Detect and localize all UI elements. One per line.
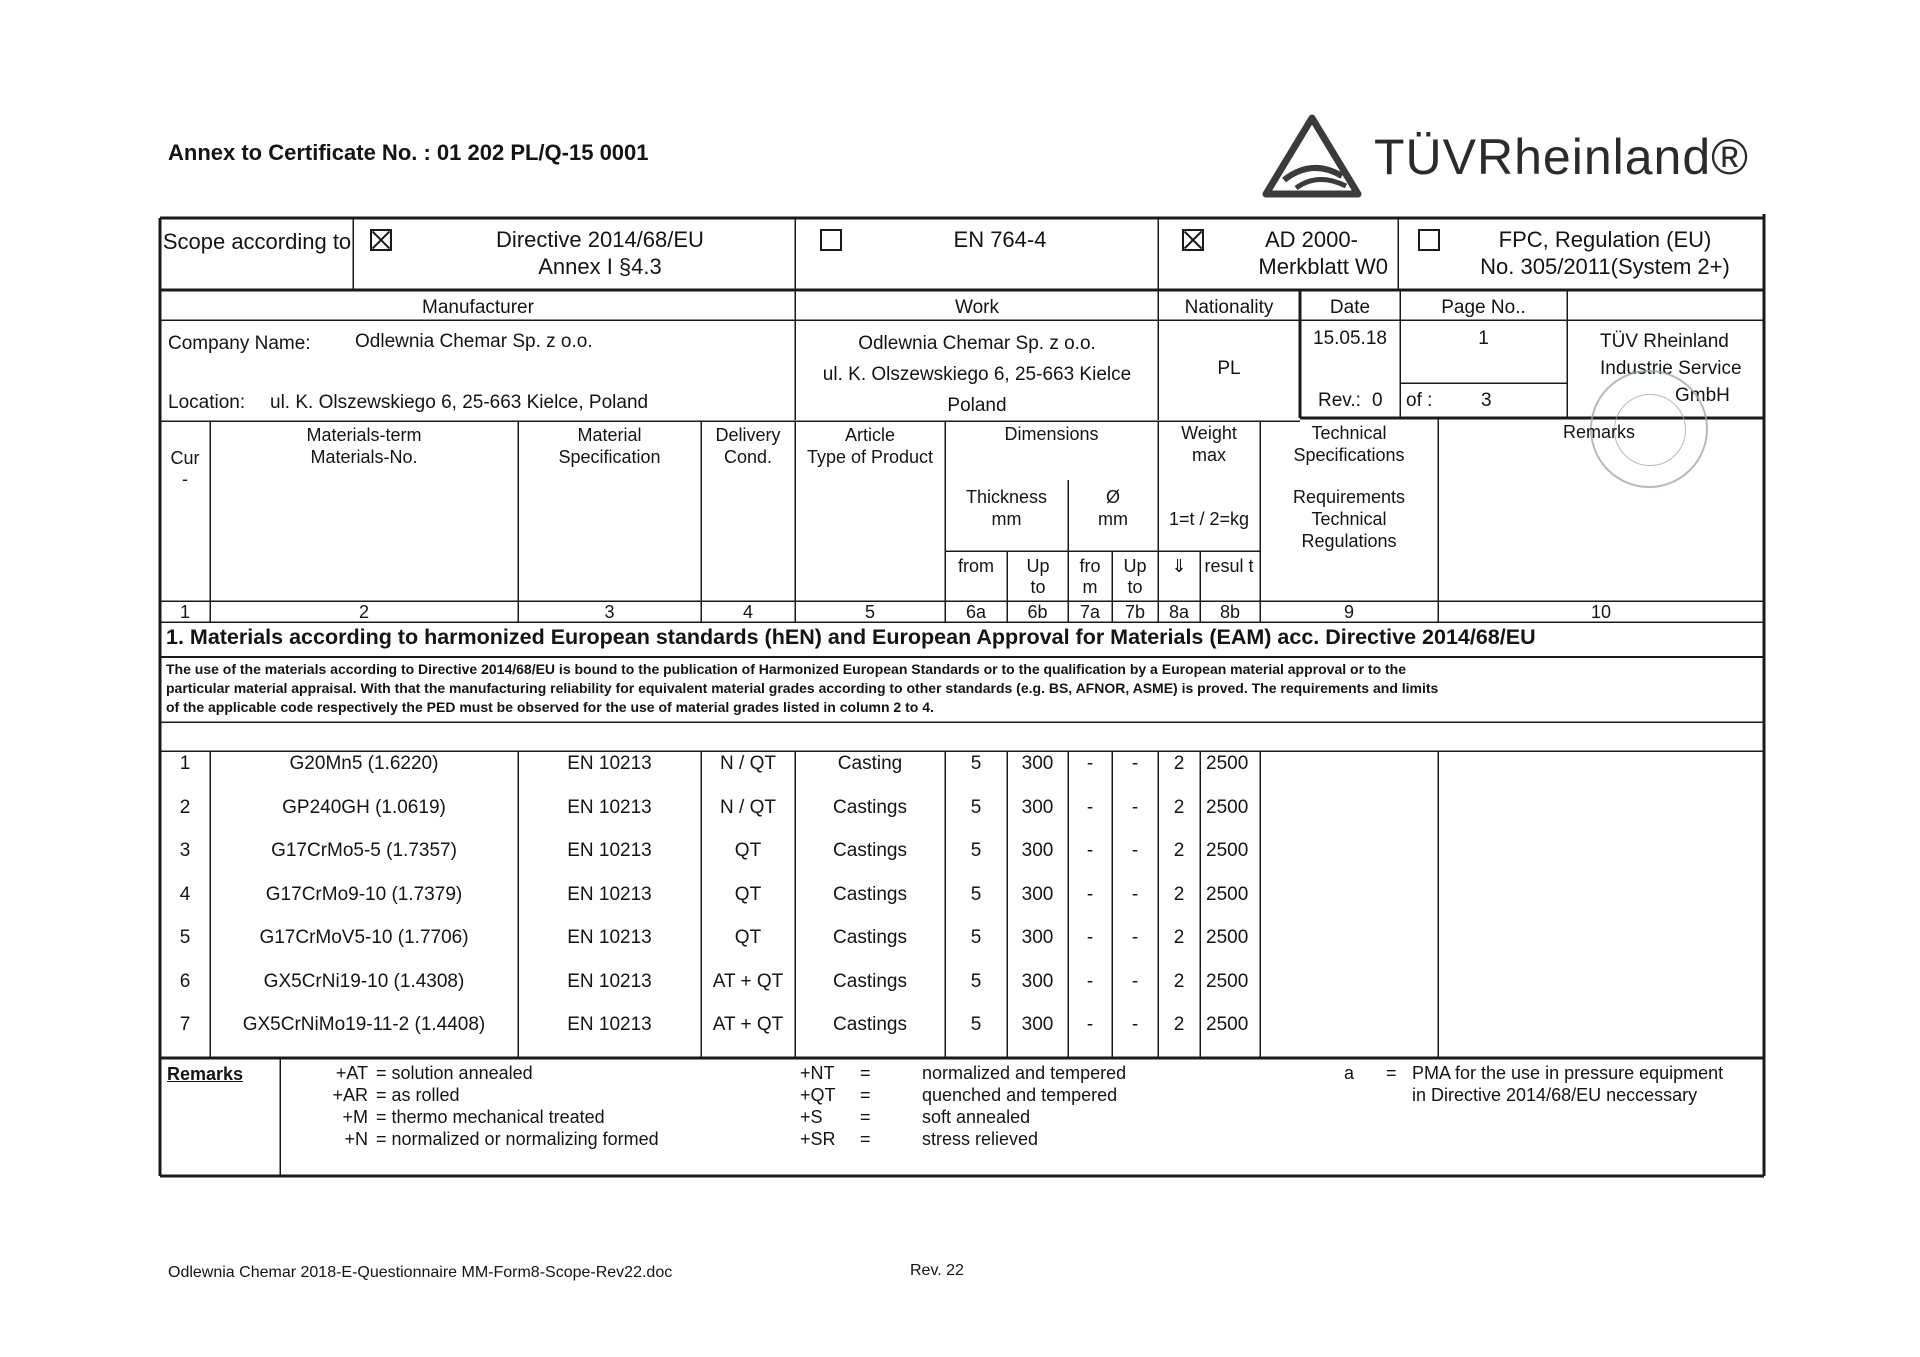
cell-d-from: - [1086, 927, 1094, 948]
remarks-label: Remarks [167, 1064, 244, 1084]
cell-t-from: 5 [970, 840, 982, 861]
colnum-8b: 8b [1219, 602, 1241, 622]
cell-unit: 2 [1173, 927, 1185, 948]
location-value: ul. K. Olszewskiego 6, 25-663 Kielce, Poland [270, 392, 649, 413]
col-dia-from: fro m [1079, 556, 1101, 597]
company-name: Odlewnia Chemar Sp. z o.o. [355, 331, 593, 352]
scope-ad2000: AD 2000- Merkblatt W0 [1258, 227, 1388, 279]
footer-filename: Odlewnia Chemar 2018-E-Questionnaire MM-Form8-Scope-Rev22.doc [168, 1264, 673, 1281]
colnum-6b: 6b [1027, 602, 1048, 622]
cell-cur: 5 [179, 927, 191, 948]
page-total: 3 [1481, 390, 1492, 411]
cell-weight: 2500 [1206, 840, 1249, 861]
remarks-a-code: a = [1344, 1063, 1397, 1083]
cell-d-to: - [1131, 840, 1139, 861]
cell-cur: 7 [179, 1014, 191, 1035]
checkbox-directive[interactable] [370, 229, 392, 251]
cell-d-to: - [1131, 884, 1139, 905]
tuv-issuer: TÜV Rheinland Industrie Service GmbH [1600, 331, 1742, 406]
cell-spec: EN 10213 [567, 884, 652, 905]
scope-en764: EN 764-4 [953, 227, 1047, 252]
colnum-3: 3 [604, 602, 615, 622]
cell-unit: 2 [1173, 1014, 1185, 1035]
cell-cond: QT [734, 840, 762, 861]
cell-d-to: - [1131, 971, 1139, 992]
cell-t-to: 300 [1021, 971, 1054, 992]
cell-article: Castings [833, 797, 907, 818]
cell-cur: 3 [179, 840, 191, 861]
cell-t-from: 5 [970, 1014, 982, 1035]
cell-unit: 2 [1173, 884, 1185, 905]
cell-article: Castings [833, 971, 907, 992]
manufacturer-header: Manufacturer [422, 297, 534, 318]
work-header: Work [955, 297, 999, 318]
cell-t-to: 300 [1021, 1014, 1054, 1035]
cell-article: Castings [833, 884, 907, 905]
cell-t-to: 300 [1021, 753, 1054, 774]
remarks-middle: +NT = normalized and tempered +QT = quenched and tempered +S = soft annealed +SR = stress relieved [800, 1063, 1127, 1149]
cell-weight: 2500 [1206, 1014, 1249, 1035]
colnum-1: 1 [179, 602, 190, 622]
nationality-value: PL [1217, 358, 1241, 379]
section-note: The use of the materials according to Directive 2014/68/EU is bound to the publication of Harmonized European Standards or to the qualification by a European material approval or to the particular material appraisal. With that the manufacturing reliability for equivalent material grades according to other standards (e.g. BS, AFNOR, ASME) is proved. The requirements and limits of the applicable code respectively the PED must be observed for the use of material grades listed in column 2 to 4. [166, 661, 1439, 715]
colnum-2: 2 [358, 602, 369, 622]
colnum-6a: 6a [965, 602, 987, 622]
cell-spec: EN 10213 [567, 797, 652, 818]
checkbox-en764[interactable] [820, 229, 842, 251]
cell-t-from: 5 [970, 884, 982, 905]
colnum-4: 4 [742, 602, 753, 622]
cell-t-from: 5 [970, 927, 982, 948]
cell-spec: EN 10213 [567, 927, 652, 948]
cell-material: G20Mn5 (1.6220) [289, 753, 439, 774]
col-material-term: Materials-term Materials-No. [306, 425, 422, 467]
cell-material: GX5CrNiMo19-11-2 (1.4408) [242, 1014, 486, 1035]
cell-cond: AT + QT [712, 971, 784, 992]
tuv-brand: TÜVRheinland® [1374, 129, 1750, 185]
footer-rev: Rev. 22 [910, 1262, 964, 1279]
cell-unit: 2 [1173, 971, 1185, 992]
col-tech-spec: Technical Specifications [1293, 423, 1405, 465]
cell-d-from: - [1086, 971, 1094, 992]
cell-d-to: - [1131, 927, 1139, 948]
cell-cond: N / QT [720, 753, 776, 774]
cell-weight: 2500 [1206, 753, 1249, 774]
remarks-left: +AT = solution annealed +AR = as rolled +M = thermo mechanical treated +N = normalized or normalizing formed [332, 1063, 659, 1149]
cell-material: G17CrMo5-5 (1.7357) [271, 840, 457, 861]
cell-cur: 6 [179, 971, 191, 992]
col-weight-unit: 1=t / 2=kg [1168, 509, 1250, 529]
cell-spec: EN 10213 [567, 753, 652, 774]
cell-cond: AT + QT [712, 1014, 784, 1035]
scope-fpc: FPC, Regulation (EU) No. 305/2011(System 2+) [1480, 227, 1730, 279]
cell-t-to: 300 [1021, 840, 1054, 861]
cell-t-from: 5 [970, 797, 982, 818]
location-label: Location: [168, 392, 246, 413]
col-weight: Weight max [1181, 423, 1237, 465]
col-cur: Cur - [170, 448, 200, 489]
cell-weight: 2500 [1206, 884, 1249, 905]
colnum-7a: 7a [1079, 602, 1101, 622]
nationality-header: Nationality [1184, 297, 1274, 318]
col-dimensions: Dimensions [1004, 424, 1099, 444]
remarks-a-text: PMA for the use in pressure equipment in Directive 2014/68/EU neccessary [1412, 1063, 1724, 1105]
page-no: 1 [1478, 328, 1489, 349]
cell-material: GX5CrNi19-10 (1.4308) [263, 971, 465, 992]
date-value: 15.05.18 [1313, 328, 1387, 349]
col-material-spec: Material Specification [558, 425, 661, 467]
cell-d-from: - [1086, 797, 1094, 818]
cell-d-from: - [1086, 753, 1094, 774]
colnum-7b: 7b [1124, 602, 1146, 622]
col-thk-upto: Up to [1026, 556, 1050, 597]
cell-material: GP240GH (1.0619) [282, 797, 446, 818]
cell-weight: 2500 [1206, 927, 1249, 948]
cell-cur: 1 [179, 753, 191, 774]
cell-cur: 4 [179, 884, 191, 905]
checkbox-fpc[interactable] [1418, 229, 1440, 251]
rev-label: Rev.: [1318, 390, 1361, 411]
cell-article: Castings [833, 927, 907, 948]
cell-weight: 2500 [1206, 971, 1249, 992]
colnum-5: 5 [864, 602, 875, 622]
cell-article: Castings [833, 1014, 907, 1035]
cell-unit: 2 [1173, 840, 1185, 861]
cell-t-to: 300 [1021, 927, 1054, 948]
col-thk-from: from [958, 556, 994, 576]
cell-cond: N / QT [720, 797, 776, 818]
cell-spec: EN 10213 [567, 1014, 652, 1035]
col-article: Article Type of Product [806, 425, 934, 467]
cell-t-to: 300 [1021, 797, 1054, 818]
company-label: Company Name: [168, 333, 311, 354]
col-remarks: Remarks [1563, 422, 1636, 442]
cell-cur: 2 [179, 797, 191, 818]
cell-material: G17CrMo9-10 (1.7379) [265, 884, 463, 905]
cell-d-to: - [1131, 1014, 1139, 1035]
cell-spec: EN 10213 [567, 971, 652, 992]
cell-article: Casting [837, 753, 903, 774]
scope-directive: Directive 2014/68/EU Annex I §4.3 [496, 227, 704, 279]
cell-d-from: - [1086, 884, 1094, 905]
col-diameter: Ø mm [1098, 487, 1128, 529]
col-dia-upto: Up to [1123, 556, 1147, 597]
col-delivery: Delivery Cond. [715, 425, 781, 467]
col-weight-result: resul t [1204, 556, 1254, 576]
down-arrow-icon: ⇓ [1171, 556, 1187, 576]
cell-cond: QT [734, 927, 762, 948]
cell-material: G17CrMoV5-10 (1.7706) [259, 927, 469, 948]
colnum-9: 9 [1343, 602, 1354, 622]
cell-unit: 2 [1173, 753, 1185, 774]
col-requirements: Requirements Technical Regulations [1292, 487, 1406, 551]
cell-d-to: - [1131, 753, 1139, 774]
annex-title: Annex to Certificate No. : 01 202 PL/Q-15 0001 [168, 140, 649, 165]
cell-d-to: - [1131, 797, 1139, 818]
colnum-10: 10 [1590, 602, 1612, 622]
cell-t-to: 300 [1021, 884, 1054, 905]
cell-d-from: - [1086, 1014, 1094, 1035]
cell-weight: 2500 [1206, 797, 1249, 818]
section-title: 1. Materials according to harmonized European standards (hEN) and European Approval for Materials (EAM) acc. Directive 2014/68/EU [166, 625, 1536, 649]
cell-t-from: 5 [970, 971, 982, 992]
cell-article: Castings [833, 840, 907, 861]
colnum-8a: 8a [1168, 602, 1190, 622]
page-header: Page No.. [1441, 297, 1526, 318]
scope-label: Scope according to [162, 229, 352, 254]
cell-d-from: - [1086, 840, 1094, 861]
cell-spec: EN 10213 [567, 840, 652, 861]
cell-t-from: 5 [970, 753, 982, 774]
of-label: of : [1406, 390, 1433, 411]
work-address: Odlewnia Chemar Sp. z o.o. ul. K. Olszewskiego 6, 25-663 Kielce Poland [822, 333, 1132, 416]
cell-unit: 2 [1173, 797, 1185, 818]
col-thickness: Thickness mm [965, 487, 1048, 529]
checkbox-ad2000[interactable] [1182, 229, 1204, 251]
date-header: Date [1329, 297, 1371, 318]
cell-cond: QT [734, 884, 762, 905]
rev-value: 0 [1372, 390, 1383, 411]
